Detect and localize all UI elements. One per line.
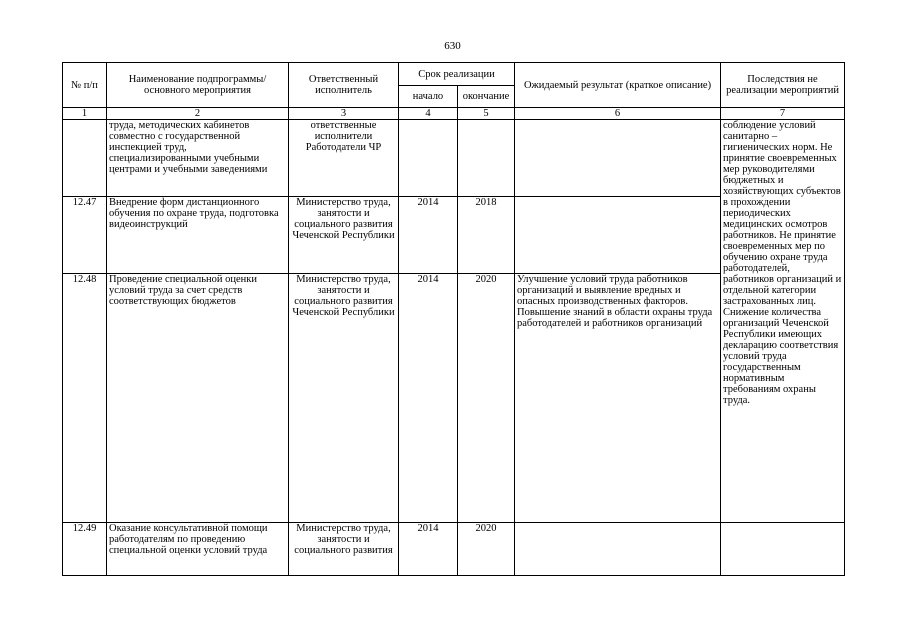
measure-name: труда, методических кабинетов совместно с государственной инспекцией труд, специализированными учебными центрами и учебными заведениями bbox=[107, 120, 289, 197]
header-name: Наименование подпрограммы/ основного мероприятия bbox=[107, 63, 289, 108]
start-year: 2014 bbox=[399, 523, 458, 576]
consequences: соблюдение условий санитарно – гигиенических норм. Не принятие своевременных мер руководителями бюджетных и хозяйствующих субъектов в прохождении периодических медицинских осмотров работников. Не принятие своевременных мер по обучению охране труда работодателей, работников организаций и отдельной категории застрахованных лиц. Снижение количества организаций Чеченской Республики имеющих декларацию соответствия условий труда государственным нормативным требованиям охраны труда. bbox=[721, 120, 845, 523]
column-number: 7 bbox=[721, 108, 845, 120]
executor: ответственные исполнители Работодатели ЧР bbox=[289, 120, 399, 197]
end-year bbox=[458, 120, 515, 197]
end-year: 2020 bbox=[458, 274, 515, 523]
header-executor: Ответственный исполнитель bbox=[289, 63, 399, 108]
measure-name: Оказание консультативной помощи работодателям по проведению специальной оценки условий труда bbox=[107, 523, 289, 576]
header-number: № п/п bbox=[63, 63, 107, 108]
end-year: 2020 bbox=[458, 523, 515, 576]
header-start: начало bbox=[399, 86, 458, 108]
measure-name: Проведение специальной оценки условий труда за счет средств соответствующих бюджетов bbox=[107, 274, 289, 523]
row-number: 12.49 bbox=[63, 523, 107, 576]
header-term: Срок реализации bbox=[399, 63, 515, 86]
start-year: 2014 bbox=[399, 274, 458, 523]
column-number: 6 bbox=[515, 108, 721, 120]
table-row bbox=[63, 523, 845, 576]
row-number: 12.48 bbox=[63, 274, 107, 523]
start-year: 2014 bbox=[399, 197, 458, 274]
end-year: 2018 bbox=[458, 197, 515, 274]
expected-result bbox=[515, 523, 721, 576]
page-number: 630 bbox=[444, 40, 461, 52]
column-number: 5 bbox=[458, 108, 515, 120]
executor: Министерство труда, занятости и социального развития Чеченской Республики bbox=[289, 274, 399, 523]
expected-result bbox=[515, 197, 721, 274]
column-number: 4 bbox=[399, 108, 458, 120]
measures-table bbox=[62, 62, 845, 576]
expected-result bbox=[515, 120, 721, 197]
executor: Министерство труда, занятости и социального развития bbox=[289, 523, 399, 576]
row-number bbox=[63, 120, 107, 197]
header-end: окончание bbox=[458, 86, 515, 108]
column-number: 2 bbox=[107, 108, 289, 120]
expected-result: Улучшение условий труда работников организаций и выявление вредных и опасных производственных факторов. Повышение знаний в области охраны труда работодателей и работников организаций bbox=[515, 274, 721, 523]
executor: Министерство труда, занятости и социального развития Чеченской Республики bbox=[289, 197, 399, 274]
column-number: 1 bbox=[63, 108, 107, 120]
column-number: 3 bbox=[289, 108, 399, 120]
row-number: 12.47 bbox=[63, 197, 107, 274]
start-year bbox=[399, 120, 458, 197]
consequences bbox=[721, 523, 845, 576]
measure-name: Внедрение форм дистанционного обучения по охране труда, подготовка видеоинструкций bbox=[107, 197, 289, 274]
header-result: Ожидаемый результат (краткое описание) bbox=[515, 63, 721, 108]
table-row bbox=[63, 120, 845, 197]
header-consequences: Последствия не реализации мероприятий bbox=[721, 63, 845, 108]
